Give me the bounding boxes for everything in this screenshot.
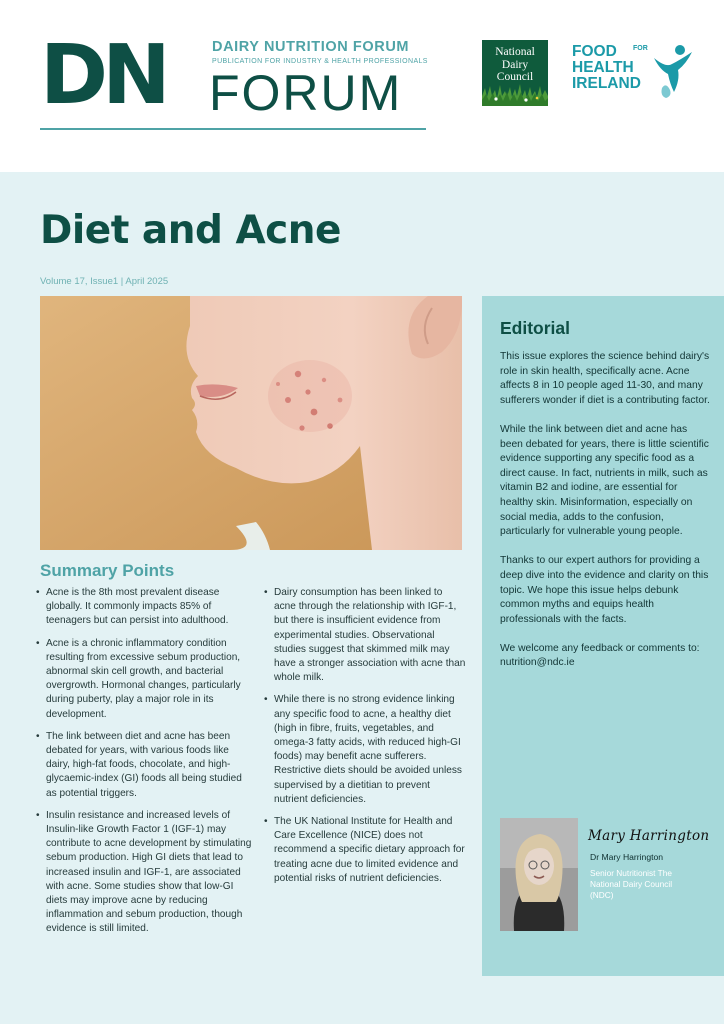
masthead [0,0,724,172]
summary-point: • The link between diet and acne has been debated for years, with various foods like dairy, high-fat foods, chocolate, and high-glycaemic-index (GI) foods all being studied as potential triggers. [36,730,254,801]
summary-point: • Dairy consumption has been linked to acne through the relationship with IGF-1, but there is insufficient evidence from experimental studies. Observational studies suggest that skimmed milk may have a stronger association with acne than whole milk. [264,586,466,685]
editorial-contact: We welcome any feedback or comments to: nutrition@ndc.ie [500,642,700,669]
masthead-divider [40,128,426,130]
ndc-logo-text: National Dairy Council [495,46,535,83]
summary-point: • The UK National Institute for Health and Care Excellence (NICE) does not recommend a specific dietary approach for treating acne due to limited evidence and potential risks of nutrient deficiencies. [264,815,466,886]
summary-point: • Acne is the 8th most prevalent disease globally. It commonly impacts 85% of teenagers but can persist into adulthood. [36,586,254,629]
author-photo [500,818,578,931]
summary-point: • While there is no strong evidence linking any specific food to acne, a healthy diet (high in fibre, fruits, vegetables, and omega-3 fatty acids, with reduced high-GI foods) may benefit acne sufferers. Restrictive diets should be avoided unless supervised by a dietitian to prevent nutrient deficiencies. [264,693,466,807]
editorial-heading: Editorial [500,318,571,338]
summary-heading: Summary Points [40,561,175,580]
dn-logo: DN [40,28,165,123]
person-figure-icon [650,44,696,100]
author-signature: Mary Harrington [588,828,710,844]
summary-point: • Insulin resistance and increased levels of Insulin-like Growth Factor 1 (IGF-1) may contribute to acne development by stimulating sebum production. High GI diets that lead to increased insulin and IGF-1, are associated with acne. Some studies show that low-GI diets may improve acne by reducing inflammation and sebum production, though evidence is still limited. [36,809,254,937]
editorial-paragraph: This issue explores the science behind dairy's role in skin health, specifically acne. Acne affects 8 in 10 people aged 11-30, and many sufferers wonder if diet is a contributing factor. [500,351,710,406]
ndc-logo [482,40,548,106]
editorial-paragraph: While the link between diet and acne has been debated for years, there is little scientific evidence supporting any specific food as a direct cause. In fact, nutrients in milk, such as vitamin B2 and iodine, are essential for healthy skin. Misinformation, especially on social media, adds to the confusion, particularly for vulnerable young people. [500,423,709,538]
editorial-paragraph: Thanks to our expert authors for providing a deep dive into the evidence and clarity on this topic. We hope this issue helps debunk common myths and equips health professionals with the facts. [500,555,709,625]
editorial-body [500,350,710,686]
author-name: Dr Mary Harrington [590,852,664,862]
food-for-health-ireland-logo [572,44,697,102]
grass-icon [482,82,548,106]
hero-acne-photo [40,296,462,550]
summary-list-left [36,586,254,945]
author-portrait [500,818,578,931]
face-illustration [40,296,462,550]
forum-wordmark: FORUM [209,65,403,121]
author-role: Senior Nutritionist The National Dairy Council (NDC) [590,868,673,900]
summary-point: • Acne is a chronic inflammatory condition resulting from excessive sebum production, abnormal skin cell growth, and bacterial overgrowth. Hormonal changes, particularly during puberty, play a major role in its development. [36,637,254,722]
editorial-panel [482,296,724,976]
fhi-logo-text: FOOD HEALTH IRELAND [572,43,641,92]
forum-subtitle: PUBLICATION FOR INDUSTRY & HEALTH PROFESSIONALS [212,58,428,65]
fhi-logo-for: FOR [633,45,648,52]
issue-info: Volume 17, Issue1 | April 2025 [40,276,169,287]
forum-title: DAIRY NUTRITION FORUM [212,39,410,55]
summary-list-right [264,586,466,894]
page-title: Diet and Acne [40,208,342,253]
